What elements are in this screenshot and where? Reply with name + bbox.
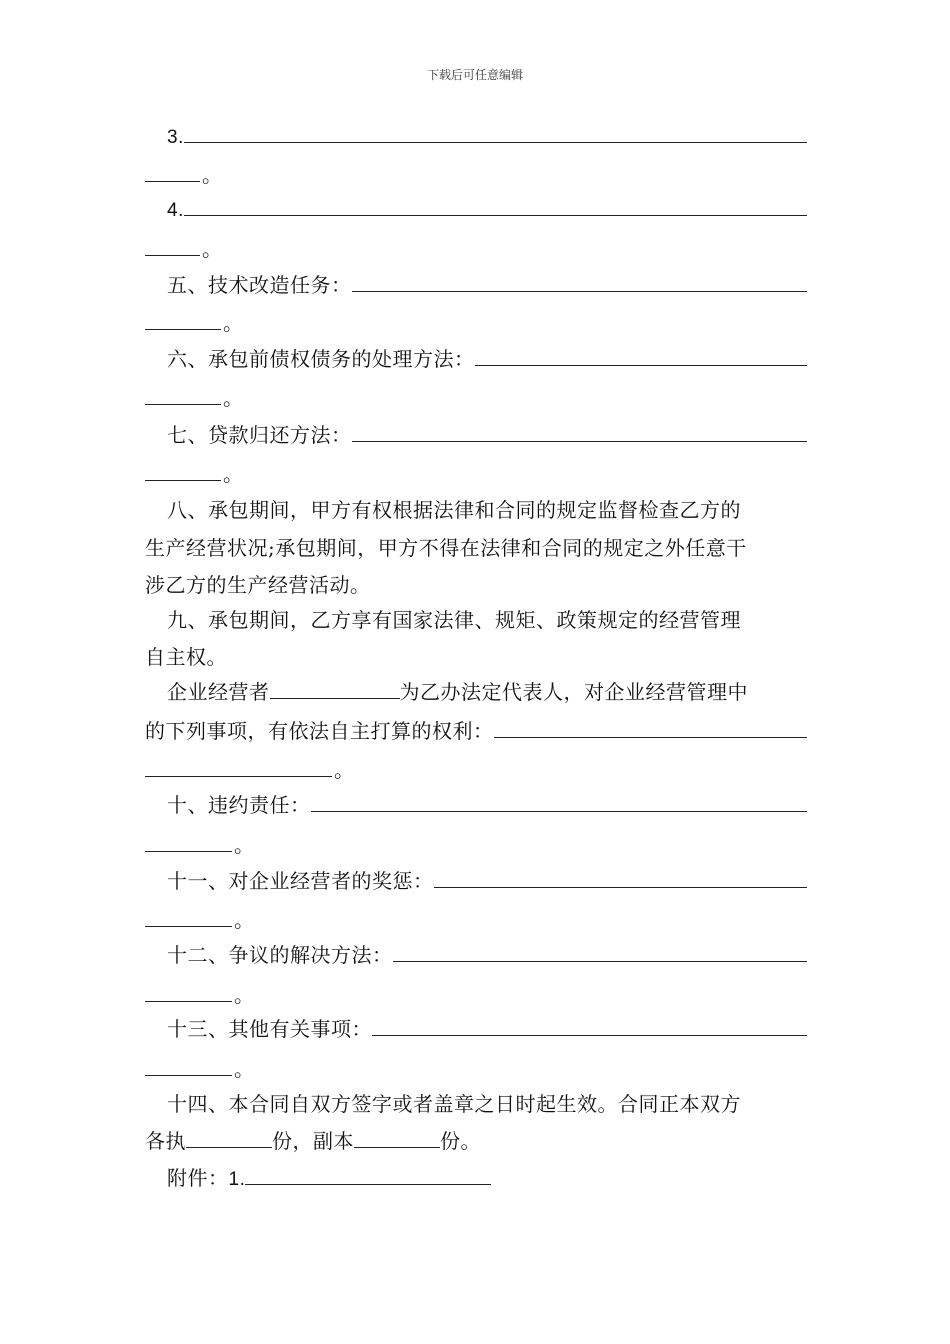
fill-blank[interactable] (372, 1013, 807, 1036)
page-header: 下载后可任意编辑 (426, 68, 523, 82)
text-segment: 份。 (440, 1129, 481, 1153)
section-14-line-2 (145, 1125, 807, 1157)
fill-blank[interactable] (184, 120, 807, 143)
fill-blank[interactable] (145, 904, 232, 927)
section-7-continuation (145, 458, 807, 490)
item-3-continuation (145, 159, 807, 191)
fill-blank[interactable] (393, 939, 808, 962)
attachment-line (145, 1162, 807, 1194)
section-6-continuation (145, 382, 807, 414)
section-12-continuation (145, 979, 807, 1011)
fill-blank[interactable] (145, 458, 221, 481)
fill-blank[interactable] (434, 865, 808, 888)
item-number: 3. (167, 127, 184, 148)
section-14-line-1: 十四、本合同自双方签字或者盖章之日时起生效。合同正本双方 (167, 1092, 741, 1116)
section-9-continuation (145, 754, 807, 786)
period: 。 (234, 908, 255, 932)
period: 。 (234, 833, 255, 857)
section-label: 十三、其他有关事项： (167, 1017, 372, 1041)
section-8-line-1: 八、承包期间，甲方有权根据法律和合同的规定监督检查乙方的 (167, 498, 741, 522)
fill-blank[interactable] (145, 829, 232, 852)
period: 。 (202, 237, 223, 261)
section-10-continuation (145, 829, 807, 861)
fill-blank[interactable] (184, 193, 807, 216)
section-9-line-1: 九、承包期间，乙方享有国家法律、规矩、政策规定的经营管理 (167, 608, 741, 632)
section-7 (145, 419, 807, 451)
item-4-continuation (145, 233, 807, 265)
section-11 (145, 865, 807, 897)
section-9-line-2: 自主权。 (145, 645, 227, 669)
item-4-line (145, 193, 807, 225)
fill-blank[interactable] (352, 419, 808, 442)
fill-blank[interactable] (494, 715, 808, 738)
section-5-continuation (145, 307, 807, 339)
text-segment: 的下列事项，有依法自主打算的权利： (145, 719, 494, 743)
section-label: 十一、对企业经营者的奖惩： (167, 869, 434, 893)
period: 。 (234, 1057, 255, 1081)
section-6 (145, 343, 807, 375)
section-label: 十二、争议的解决方法： (167, 943, 393, 967)
fill-blank[interactable] (186, 1125, 272, 1148)
text-segment: 为乙办法定代表人，对企业经营管理中 (399, 680, 748, 704)
fill-blank[interactable] (145, 233, 200, 256)
section-label: 六、承包前债权债务的处理方法： (167, 347, 475, 371)
period: 。 (223, 462, 244, 486)
text-segment: 企业经营者 (167, 680, 270, 704)
section-label: 七、贷款归还方法： (167, 423, 352, 447)
section-12 (145, 939, 807, 971)
section-9-line-4 (145, 715, 807, 747)
section-13 (145, 1013, 807, 1045)
fill-blank[interactable] (270, 676, 400, 699)
fill-blank[interactable] (145, 754, 332, 777)
fill-blank[interactable] (145, 307, 221, 330)
item-3-line (145, 120, 807, 152)
fill-blank[interactable] (475, 343, 808, 366)
fill-blank[interactable] (311, 789, 808, 812)
section-11-continuation (145, 904, 807, 936)
period: 。 (334, 758, 355, 782)
fill-blank[interactable] (352, 269, 808, 292)
period: 。 (234, 983, 255, 1007)
section-9-line-3 (145, 676, 807, 708)
section-8-line-3: 涉乙方的生产经营活动。 (145, 573, 371, 597)
attachment-label: 附件： (167, 1166, 229, 1190)
fill-blank[interactable] (145, 1053, 232, 1076)
text-segment: 份，副本 (272, 1129, 354, 1153)
text-segment: 各执 (145, 1129, 186, 1153)
period: 。 (223, 386, 244, 410)
section-8-line-2: 生产经营状况;承包期间，甲方不得在法律和合同的规定之外任意干 (145, 536, 747, 560)
section-label: 十、违约责任： (167, 793, 311, 817)
section-label: 五、技术改造任务： (167, 273, 352, 297)
attachment-number: 1. (228, 1169, 246, 1190)
fill-blank[interactable] (145, 382, 221, 405)
fill-blank[interactable] (245, 1162, 491, 1185)
section-5 (145, 269, 807, 301)
section-10 (145, 789, 807, 821)
item-number: 4. (167, 200, 184, 221)
fill-blank[interactable] (145, 159, 200, 182)
section-13-continuation (145, 1053, 807, 1085)
period: 。 (223, 311, 244, 335)
fill-blank[interactable] (145, 979, 232, 1002)
fill-blank[interactable] (354, 1125, 440, 1148)
period: 。 (202, 163, 223, 187)
